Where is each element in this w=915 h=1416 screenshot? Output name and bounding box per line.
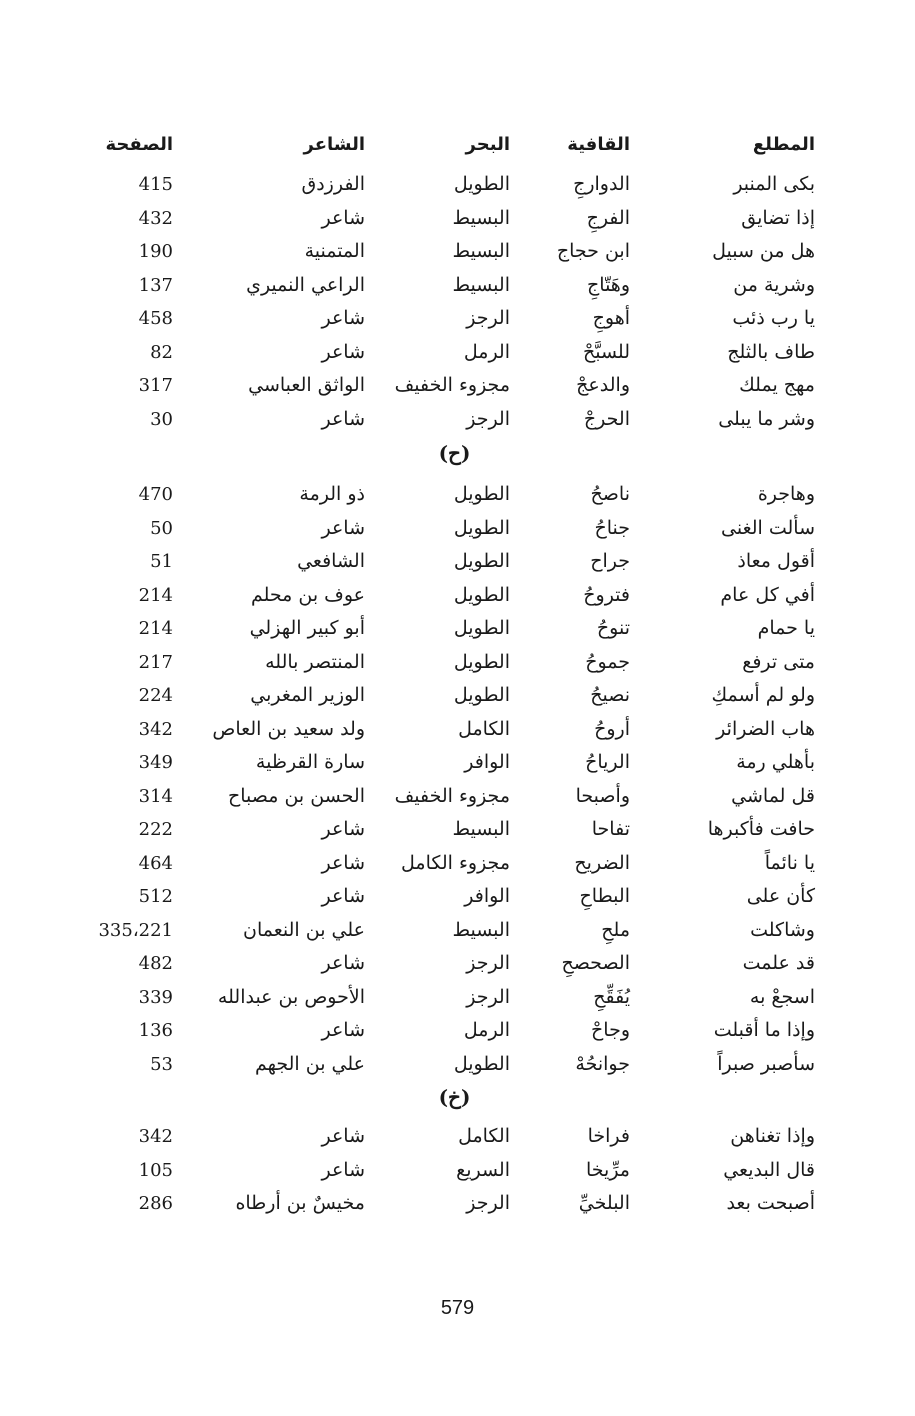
cell-bahr: الطويل bbox=[453, 483, 510, 505]
cell-matla: يا نائماً bbox=[764, 851, 815, 874]
cell-matla: متى ترفع bbox=[742, 650, 815, 673]
cell-shaer: علي بن الجهم bbox=[254, 1052, 365, 1075]
cell-qafiya: الصحصحِ bbox=[561, 952, 630, 974]
cell-qafiya: أهوجِ bbox=[592, 307, 630, 329]
cell-matla: هاب الضرائر bbox=[716, 717, 815, 740]
cell-matla: قد علمت bbox=[742, 952, 815, 974]
table-row bbox=[0, 369, 915, 402]
cell-shaer: علي بن النعمان bbox=[243, 918, 365, 941]
cell-qafiya: نصيحُ bbox=[590, 684, 630, 706]
cell-qafiya: فراخا bbox=[587, 1125, 630, 1147]
cell-page: 30 bbox=[150, 408, 173, 430]
cell-qafiya: البلخيِّ bbox=[578, 1192, 630, 1214]
cell-matla: طاف بالثلج bbox=[727, 340, 815, 363]
cell-matla: هل من سبيل bbox=[712, 240, 815, 262]
cell-bahr: الطويل bbox=[453, 583, 510, 606]
cell-qafiya: الدوارجِ bbox=[573, 173, 630, 195]
cell-bahr: الرجز bbox=[466, 952, 510, 974]
cell-bahr: الطويل bbox=[453, 617, 510, 639]
table-row bbox=[0, 545, 915, 578]
table-row bbox=[0, 746, 915, 779]
cell-qafiya: الضريح bbox=[574, 851, 630, 874]
cell-qafiya: ابن حجاج bbox=[556, 240, 630, 262]
cell-qafiya: الفرجِ bbox=[586, 206, 630, 229]
header-shaer: الشاعر bbox=[303, 134, 365, 155]
cell-bahr: الرجز bbox=[466, 307, 510, 329]
cell-bahr: البسيط bbox=[452, 240, 510, 262]
cell-qafiya: والدعجْ bbox=[576, 374, 630, 396]
cell-qafiya: وأصبحا bbox=[575, 784, 630, 807]
table-row bbox=[0, 302, 915, 335]
cell-shaer: شاعر bbox=[321, 307, 365, 329]
table-row bbox=[0, 947, 915, 980]
cell-matla: وشاكلت bbox=[750, 918, 815, 941]
table-row bbox=[0, 202, 915, 235]
cell-page: 314 bbox=[138, 785, 173, 807]
cell-matla: أفي كل عام bbox=[720, 583, 815, 606]
table-row bbox=[0, 1014, 915, 1047]
cell-shaer: ولد سعيد بن العاص bbox=[212, 717, 365, 740]
cell-bahr: الطويل bbox=[453, 516, 510, 539]
cell-matla: أقول معاذ bbox=[737, 550, 815, 572]
cell-shaer: المنتصر بالله bbox=[265, 650, 365, 673]
cell-matla: مهج يملك bbox=[739, 374, 815, 396]
cell-qafiya: وهَتّاجِ bbox=[587, 273, 630, 296]
cell-page: 82 bbox=[150, 341, 173, 363]
cell-bahr: مجزوء الخفيف bbox=[394, 784, 510, 807]
table-row bbox=[0, 914, 915, 947]
table-row bbox=[0, 813, 915, 846]
cell-bahr: الرجز bbox=[466, 407, 510, 430]
cell-page: 214 bbox=[138, 618, 173, 639]
table-header bbox=[0, 128, 915, 161]
table-row bbox=[0, 612, 915, 645]
cell-bahr: الرمل bbox=[463, 1019, 510, 1041]
cell-qafiya: الرياحُ bbox=[585, 751, 630, 773]
cell-bahr: البسيط bbox=[452, 206, 510, 229]
cell-bahr: الرجز bbox=[466, 985, 510, 1008]
cell-matla: ولو لم أسمكِ bbox=[711, 684, 815, 706]
table-row bbox=[0, 679, 915, 712]
table-row bbox=[0, 646, 915, 679]
cell-page: 137 bbox=[138, 274, 173, 296]
table-row bbox=[0, 1048, 915, 1081]
header-matla: المطلع bbox=[752, 134, 815, 155]
cell-qafiya: أروحُ bbox=[594, 717, 630, 740]
cell-bahr: الكامل bbox=[458, 717, 510, 740]
cell-shaer: شاعر bbox=[321, 340, 365, 363]
cell-shaer: ذو الرمة bbox=[299, 483, 365, 505]
cell-page: 432 bbox=[138, 207, 173, 229]
cell-bahr: الرجز bbox=[466, 1192, 510, 1214]
table-row bbox=[0, 336, 915, 369]
cell-bahr: الطويل bbox=[453, 1052, 510, 1075]
cell-matla: إذا تضايق bbox=[741, 206, 815, 229]
cell-page: 50 bbox=[150, 517, 173, 539]
cell-qafiya: جناحُ bbox=[594, 516, 630, 539]
cell-matla: قل لماشي bbox=[731, 784, 815, 807]
cell-bahr: الطويل bbox=[453, 650, 510, 673]
cell-shaer: المتمنية bbox=[304, 240, 365, 262]
cell-matla: بأهلي رمة bbox=[736, 751, 815, 773]
cell-page: 339 bbox=[138, 986, 173, 1008]
table-row bbox=[0, 1120, 915, 1153]
cell-shaer: شاعر bbox=[321, 206, 365, 229]
cell-bahr: الرمل bbox=[463, 340, 510, 363]
cell-qafiya: مرِّيخا bbox=[585, 1158, 630, 1181]
section-kha-label: (خ) bbox=[438, 1085, 471, 1109]
cell-matla: وإذا تغناهن bbox=[730, 1125, 815, 1147]
cell-page: 342 bbox=[138, 1126, 173, 1147]
section-heading-ha bbox=[0, 437, 915, 470]
cell-bahr: الطويل bbox=[453, 684, 510, 706]
cell-matla: يا رب ذئب bbox=[732, 307, 815, 329]
cell-qafiya: تفاحا bbox=[591, 818, 630, 840]
cell-qafiya: وجاحْ bbox=[591, 1019, 630, 1041]
cell-qafiya: البطاحِ bbox=[579, 885, 630, 907]
table-row bbox=[0, 713, 915, 746]
cell-shaer: شاعر bbox=[321, 952, 365, 974]
cell-qafiya: جراح bbox=[590, 550, 630, 572]
cell-page: 190 bbox=[138, 241, 173, 262]
table-row bbox=[0, 478, 915, 511]
cell-bahr: مجزوء الخفيف bbox=[394, 374, 510, 396]
table-row bbox=[0, 780, 915, 813]
cell-shaer: شاعر bbox=[321, 1019, 365, 1041]
cell-matla: وشر ما يبلى bbox=[718, 407, 815, 430]
cell-page: 342 bbox=[138, 718, 173, 740]
cell-page: 224 bbox=[138, 685, 173, 706]
cell-page: 217 bbox=[138, 651, 173, 673]
section-heading-kha bbox=[0, 1081, 915, 1114]
cell-qafiya: الحرجْ bbox=[583, 407, 630, 430]
cell-bahr: الوافر bbox=[464, 751, 510, 773]
cell-shaer: مخيسٌ بن أرطاه bbox=[235, 1192, 365, 1214]
cell-shaer: الواثق العباسي bbox=[248, 374, 365, 396]
cell-page: 105 bbox=[138, 1159, 173, 1181]
header-page: الصفحة bbox=[105, 134, 173, 155]
cell-page: 482 bbox=[138, 953, 173, 974]
cell-qafiya: ناصحُ bbox=[590, 483, 630, 505]
cell-bahr: الوافر bbox=[464, 885, 510, 907]
cell-qafiya: جموحُ bbox=[585, 650, 630, 673]
cell-shaer: شاعر bbox=[321, 885, 365, 907]
cell-matla: يا حمام bbox=[757, 617, 815, 639]
cell-matla: قال البديعي bbox=[723, 1158, 815, 1181]
table-row bbox=[0, 512, 915, 545]
cell-qafiya: ملحِ bbox=[601, 918, 630, 941]
header-qafiya: القافية bbox=[567, 134, 630, 155]
header-bahr: البحر bbox=[465, 134, 510, 155]
cell-matla: سأصبر صبراً bbox=[717, 1052, 815, 1075]
cell-shaer: شاعر bbox=[321, 407, 365, 430]
cell-page: 222 bbox=[138, 819, 173, 840]
table-row bbox=[0, 579, 915, 612]
cell-matla: أصبحت بعد bbox=[726, 1192, 815, 1214]
cell-page: 317 bbox=[138, 375, 173, 396]
cell-shaer: الوزير المغربي bbox=[250, 684, 365, 706]
cell-shaer: الحسن بن مصباح bbox=[227, 784, 365, 807]
cell-shaer: سارة القرظية bbox=[255, 751, 365, 773]
cell-shaer: شاعر bbox=[321, 818, 365, 840]
cell-bahr: مجزوء الكامل bbox=[401, 851, 510, 874]
cell-shaer: شاعر bbox=[321, 1158, 365, 1181]
table-row bbox=[0, 235, 915, 268]
cell-bahr: الطويل bbox=[453, 550, 510, 572]
cell-page: 286 bbox=[138, 1193, 173, 1214]
cell-bahr: البسيط bbox=[452, 818, 510, 840]
cell-page: 214 bbox=[138, 584, 173, 606]
cell-shaer: شاعر bbox=[321, 1125, 365, 1147]
cell-page: 470 bbox=[138, 484, 173, 505]
cell-shaer: الأحوص بن عبدالله bbox=[217, 985, 365, 1008]
cell-qafiya: فتروحُ bbox=[583, 583, 630, 606]
cell-page: 512 bbox=[138, 886, 173, 907]
cell-shaer: عوف بن محلم bbox=[250, 583, 365, 606]
cell-matla: كأن على bbox=[746, 885, 815, 907]
cell-page: 458 bbox=[138, 308, 173, 329]
cell-matla: حافت فأكبرها bbox=[707, 818, 815, 840]
cell-matla: وهاجرة bbox=[757, 483, 815, 505]
cell-matla: سألت الغنى bbox=[721, 516, 815, 539]
cell-page: 349 bbox=[138, 752, 173, 773]
cell-bahr: السريع bbox=[456, 1158, 510, 1181]
cell-bahr: البسيط bbox=[452, 273, 510, 296]
table-row bbox=[0, 1154, 915, 1187]
cell-bahr: البسيط bbox=[452, 918, 510, 941]
table-row bbox=[0, 880, 915, 913]
cell-shaer: شاعر bbox=[321, 516, 365, 539]
cell-matla: وإذا ما أقبلت bbox=[713, 1019, 815, 1041]
cell-shaer: الراعي النميري bbox=[246, 273, 365, 296]
cell-matla: اسجعْ به bbox=[749, 985, 815, 1008]
cell-page: 415 bbox=[138, 174, 173, 195]
cell-bahr: الطويل bbox=[453, 173, 510, 195]
table-row bbox=[0, 403, 915, 436]
cell-page: 464 bbox=[138, 852, 173, 874]
cell-shaer: أبو كبير الهزلي bbox=[249, 617, 365, 639]
cell-qafiya: يُفَقِّحِ bbox=[593, 985, 630, 1008]
table-row bbox=[0, 269, 915, 302]
page-number: 579 bbox=[440, 1297, 475, 1319]
table-row bbox=[0, 847, 915, 880]
cell-qafiya: للسبَّحْ bbox=[582, 340, 630, 363]
cell-page: 136 bbox=[138, 1020, 173, 1041]
cell-page: 51 bbox=[150, 551, 173, 572]
cell-page: 335،221 bbox=[98, 919, 173, 941]
cell-matla: وشرية من bbox=[733, 273, 815, 296]
table-row bbox=[0, 168, 915, 201]
section-ha-label: (ح) bbox=[438, 441, 471, 465]
cell-page: 53 bbox=[150, 1053, 173, 1075]
cell-qafiya: تنوحُ bbox=[596, 617, 630, 639]
cell-bahr: الكامل bbox=[458, 1125, 510, 1147]
table-row bbox=[0, 1187, 915, 1220]
cell-shaer: شاعر bbox=[321, 851, 365, 874]
table-row bbox=[0, 981, 915, 1014]
cell-shaer: الفرزدق bbox=[301, 173, 365, 195]
cell-shaer: الشافعي bbox=[297, 550, 365, 572]
cell-matla: بكى المنبر bbox=[733, 173, 815, 195]
cell-qafiya: جوانحُهْ bbox=[575, 1052, 630, 1075]
